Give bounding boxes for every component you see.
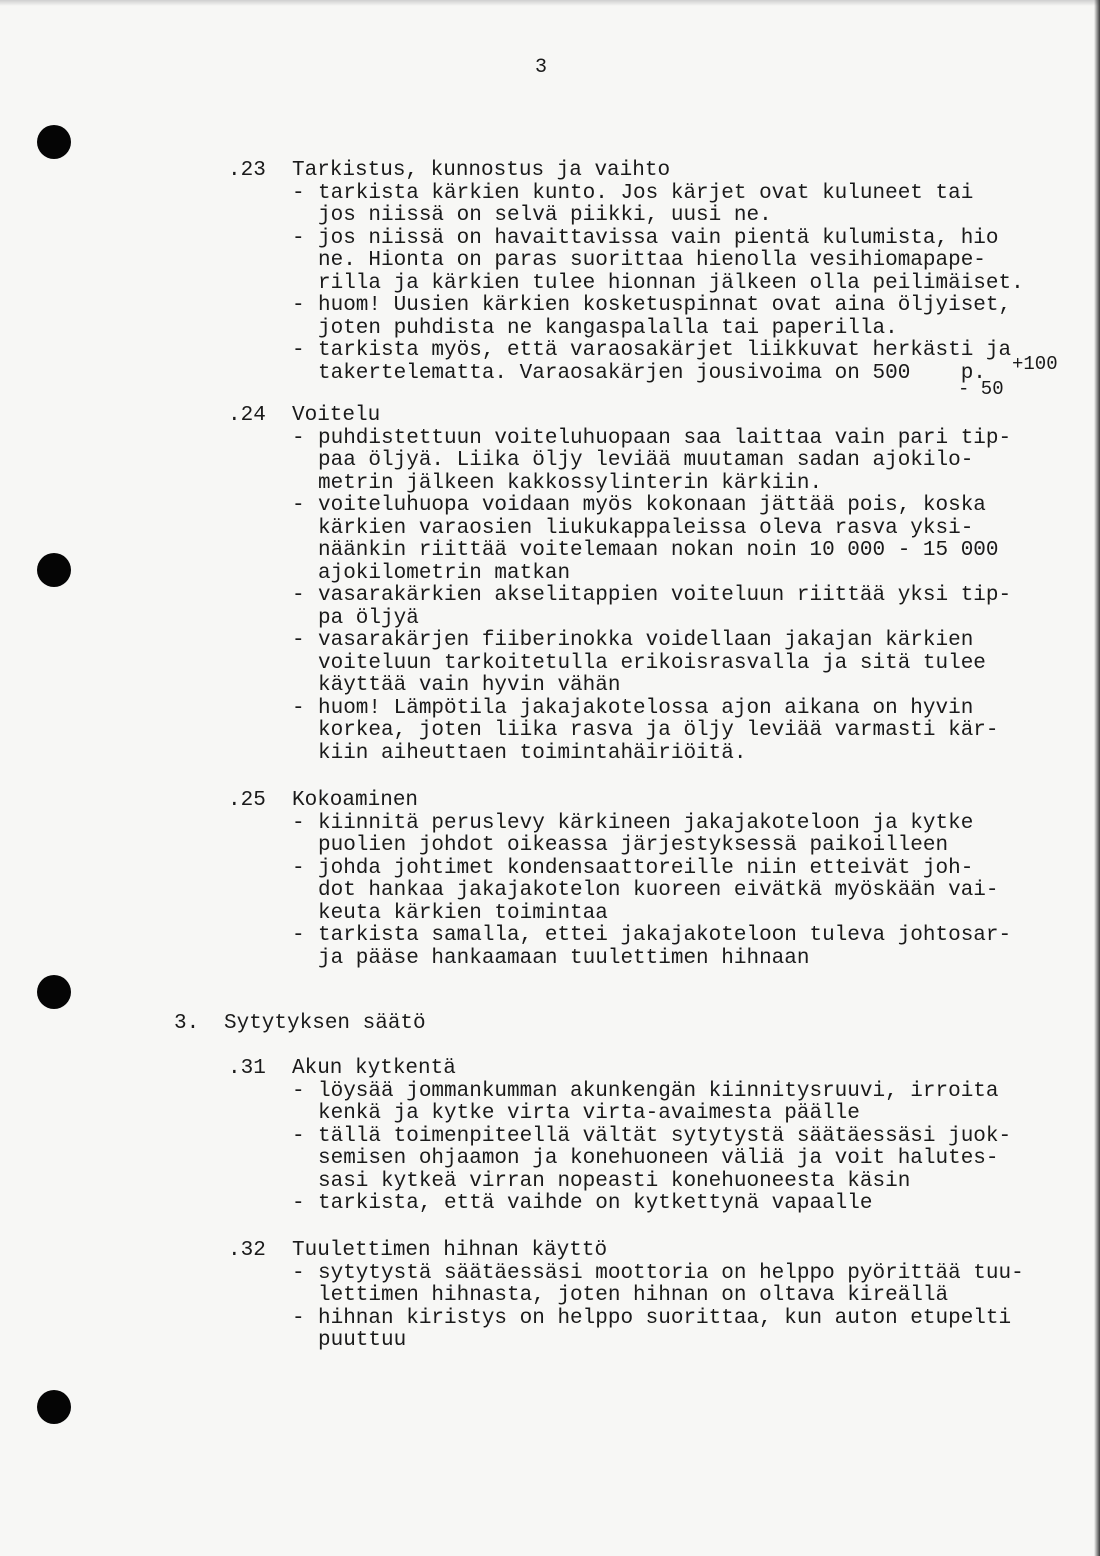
- item-line: huom! Lämpötila jakajakotelossa ajon aikana on hyvin: [318, 696, 974, 720]
- item-line: kärkien varaosien liukukappaleissa oleva rasva yksi-: [318, 516, 974, 540]
- section-number: .25: [228, 789, 266, 812]
- punch-hole-icon: [37, 553, 71, 587]
- list-item: - tarkista, että vaihde on kytkettynä vapaalle: [292, 1192, 873, 1215]
- item-line: sytytystä säätäessäsi moottoria on helppo pyörittää tuu-: [318, 1261, 1024, 1285]
- list-item: - vasarakärkien akselitappien voiteluun riittää yksi tip- pa öljyä: [292, 584, 1012, 630]
- punch-hole-icon: [37, 975, 71, 1009]
- item-line: vasarakärkien akselitappien voiteluun riittää yksi tip-: [318, 584, 1012, 607]
- section-number: .32: [228, 1239, 266, 1262]
- scan-edge-right: [1094, 0, 1100, 1556]
- punch-hole-icon: [37, 1390, 71, 1424]
- list-item: - johda johtimet kondensaattoreille niin etteivät joh- dot hankaa jakajakotelon kuoreen eivätkä myöskään vai- keuta kärkien toimintaa: [292, 856, 999, 925]
- item-line: semisen ohjaamon ja konehuoneen väliä ja voit halutes-: [318, 1147, 999, 1170]
- item-line: rilla ja kärkien tulee hionnan jälkeen olla peilimäiset.: [318, 271, 1024, 295]
- item-line: jos niissä on havaittavissa vain pientä kulumista, hio: [318, 226, 999, 250]
- section-number: .23: [228, 159, 266, 182]
- list-item: - tarkista samalla, ettei jakajakoteloon tuleva johtosar- ja pääse hankaamaan tuulettimen hihnaan: [292, 924, 1012, 970]
- list-item: - puhdistettuun voiteluhuopaan saa laittaa vain pari tip- paa öljyä. Liika öljy leviää muutaman sadan ajokilo- metrin jälkeen kakkossylinterin kärkiin.: [292, 426, 1012, 495]
- item-line: johda johtimet kondensaattoreille niin etteivät joh-: [318, 856, 974, 880]
- list-item: - sytytystä säätäessäsi moottoria on helppo pyörittää tuu- lettimen hihnasta, joten hihnan on oltava kireällä: [292, 1261, 1024, 1307]
- item-line: kenkä ja kytke virta virta-avaimesta päälle: [318, 1102, 860, 1125]
- item-line: tarkista samalla, ettei jakajakoteloon tuleva johtosar-: [318, 924, 1012, 947]
- item-line: löysää jommankumman akunkengän kiinnitysruuvi, irroita: [318, 1079, 999, 1103]
- list-item: - kiinnitä peruslevy kärkineen jakajakoteloon ja kytke puolien johdot oikeassa järjestyksessä paikoilleen: [292, 811, 974, 857]
- section-heading: [228, 405, 1073, 428]
- item-line: jos niissä on selvä piikki, uusi ne.: [318, 204, 772, 227]
- section-31: [228, 1058, 1073, 1216]
- section-heading: [228, 1058, 1073, 1081]
- item-line: pa öljyä: [318, 606, 419, 630]
- item-line: vasarakärjen fiiberinokka voidellaan jakajan kärkien: [318, 629, 974, 652]
- item-line: sasi kytkeä virran nopeasti konehuoneesta käsin: [318, 1169, 911, 1193]
- list-item: - hihnan kiristys on helppo suorittaa, kun auton etupelti puuttuu: [292, 1306, 1012, 1352]
- tolerance-plus: +100: [1012, 353, 1058, 375]
- list-item: - tällä toimenpiteellä vältät sytytystä säätäessäsi juok- semisen ohjaamon ja konehuoneen väliä ja voit halutes- sasi kytkeä virran nopeasti konehuoneesta käsin: [292, 1124, 1012, 1193]
- list-item: - huom! Uusien kärkien kosketuspinnat ovat aina öljyiset, joten puhdista ne kangaspalalla tai paperilla.: [292, 294, 1012, 340]
- section-title: Voitelu: [292, 404, 381, 427]
- section-title: Tuulettimen hihnan käyttö: [292, 1239, 608, 1262]
- list-item: - jos niissä on havaittavissa vain pientä kulumista, hio ne. Hionta on paras suorittaa hienolla vesihiomapape- rilla ja kärkien tulee hionnan jälkeen olla peilimäiset.: [292, 226, 1024, 295]
- chapter-heading: [174, 1012, 426, 1035]
- item-line: ajokilometrin matkan: [318, 561, 571, 585]
- item-line: ja pääse hankaamaan tuulettimen hihnaan: [318, 946, 810, 970]
- section-32: [228, 1240, 1073, 1353]
- section-heading: [228, 1240, 1073, 1263]
- item-line: huom! Uusien kärkien kosketuspinnat ovat aina öljyiset,: [318, 294, 1012, 317]
- list-item: - tarkista kärkien kunto. Jos kärjet ovat kuluneet tai jos niissä on selvä piikki, uusi ne.: [292, 181, 974, 227]
- page-number: 3: [535, 56, 548, 79]
- item-line: paa öljyä. Liika öljy leviää muutaman sadan ajokilo-: [318, 449, 974, 472]
- section-title: Akun kytkentä: [292, 1057, 456, 1080]
- scan-edge-top: [0, 0, 1100, 6]
- list-item: - voiteluhuopa voidaan myös kokonaan jättää pois, koska kärkien varaosien liukukappaleissa oleva rasva yksi- näänkin riittää voitelemaan nokan noin 10 000 - 15 000 ajokilometrin matkan: [292, 494, 999, 585]
- section-24: [228, 405, 1073, 765]
- list-item: - tarkista myös, että varaosakärjet liikkuvat herkästi ja takertelematta. Varaosakärjen jousivoima on 500 p.: [292, 339, 1012, 385]
- tolerance-minus: - 50: [958, 378, 1004, 400]
- section-25: [228, 790, 1073, 970]
- item-line: keuta kärkien toimintaa: [318, 901, 608, 925]
- item-line: näänkin riittää voitelemaan nokan noin 10 000 - 15 000: [318, 539, 999, 562]
- item-line: dot hankaa jakajakotelon kuoreen eivätkä myöskään vai-: [318, 879, 999, 902]
- section-title: Tarkistus, kunnostus ja vaihto: [292, 159, 671, 182]
- section-title: Kokoaminen: [292, 789, 419, 812]
- list-item: - vasarakärjen fiiberinokka voidellaan jakajan kärkien voiteluun tarkoitetulla erikoisrasvalla ja sitä tulee käyttää vain hyvin vähän: [292, 629, 986, 697]
- item-line: puhdistettuun voiteluhuopaan saa laittaa vain pari tip-: [318, 426, 1012, 450]
- section-heading: [228, 790, 1073, 813]
- item-line: tällä toimenpiteellä vältät sytytystä säätäessäsi juok-: [318, 1124, 1012, 1148]
- item-line: kiinnitä peruslevy kärkineen jakajakoteloon ja kytke: [318, 811, 974, 835]
- item-line: tarkista myös, että varaosakärjet liikkuvat herkästi ja: [318, 339, 1012, 362]
- section-number: .24: [228, 404, 266, 427]
- item-line: takertelematta. Varaosakärjen jousivoima on 500 p.: [318, 361, 986, 385]
- item-line: voiteluhuopa voidaan myös kokonaan jättää pois, koska: [318, 494, 986, 517]
- section-number: .31: [228, 1057, 266, 1080]
- item-line: puuttuu: [318, 1329, 407, 1352]
- item-line: puolien johdot oikeassa järjestyksessä paikoilleen: [318, 834, 949, 857]
- punch-hole-icon: [37, 125, 71, 159]
- list-item: - löysää jommankumman akunkengän kiinnitysruuvi, irroita kenkä ja kytke virta virta-avaimesta päälle: [292, 1079, 999, 1125]
- item-line: kiin aiheuttaen toimintahäiriöitä.: [318, 741, 747, 765]
- item-line: lettimen hihnasta, joten hihnan on oltava kireällä: [318, 1284, 949, 1307]
- section-23: [228, 160, 1073, 385]
- item-line: hihnan kiristys on helppo suorittaa, kun auton etupelti: [318, 1306, 1012, 1330]
- chapter-number: 3.: [174, 1012, 200, 1035]
- section-heading: [228, 160, 1073, 183]
- item-line: korkea, joten liika rasva ja öljy leviää varmasti kär-: [318, 719, 999, 742]
- item-line: tarkista kärkien kunto. Jos kärjet ovat kuluneet tai: [318, 181, 974, 205]
- item-line: joten puhdista ne kangaspalalla tai paperilla.: [318, 316, 898, 340]
- item-line: käyttää vain hyvin vähän: [318, 674, 621, 697]
- list-item: - huom! Lämpötila jakajakotelossa ajon aikana on hyvin korkea, joten liika rasva ja öljy leviää varmasti kär- kiin aiheuttaen toimintahäiriöitä.: [292, 696, 999, 765]
- item-line: tarkista, että vaihde on kytkettynä vapaalle: [318, 1192, 873, 1215]
- item-line: voiteluun tarkoitetulla erikoisrasvalla ja sitä tulee: [318, 651, 986, 675]
- item-line: ne. Hionta on paras suorittaa hienolla vesihiomapape-: [318, 249, 986, 272]
- item-line: metrin jälkeen kakkossylinterin kärkiin.: [318, 471, 823, 495]
- chapter-title: Sytytyksen säätö: [224, 1012, 426, 1035]
